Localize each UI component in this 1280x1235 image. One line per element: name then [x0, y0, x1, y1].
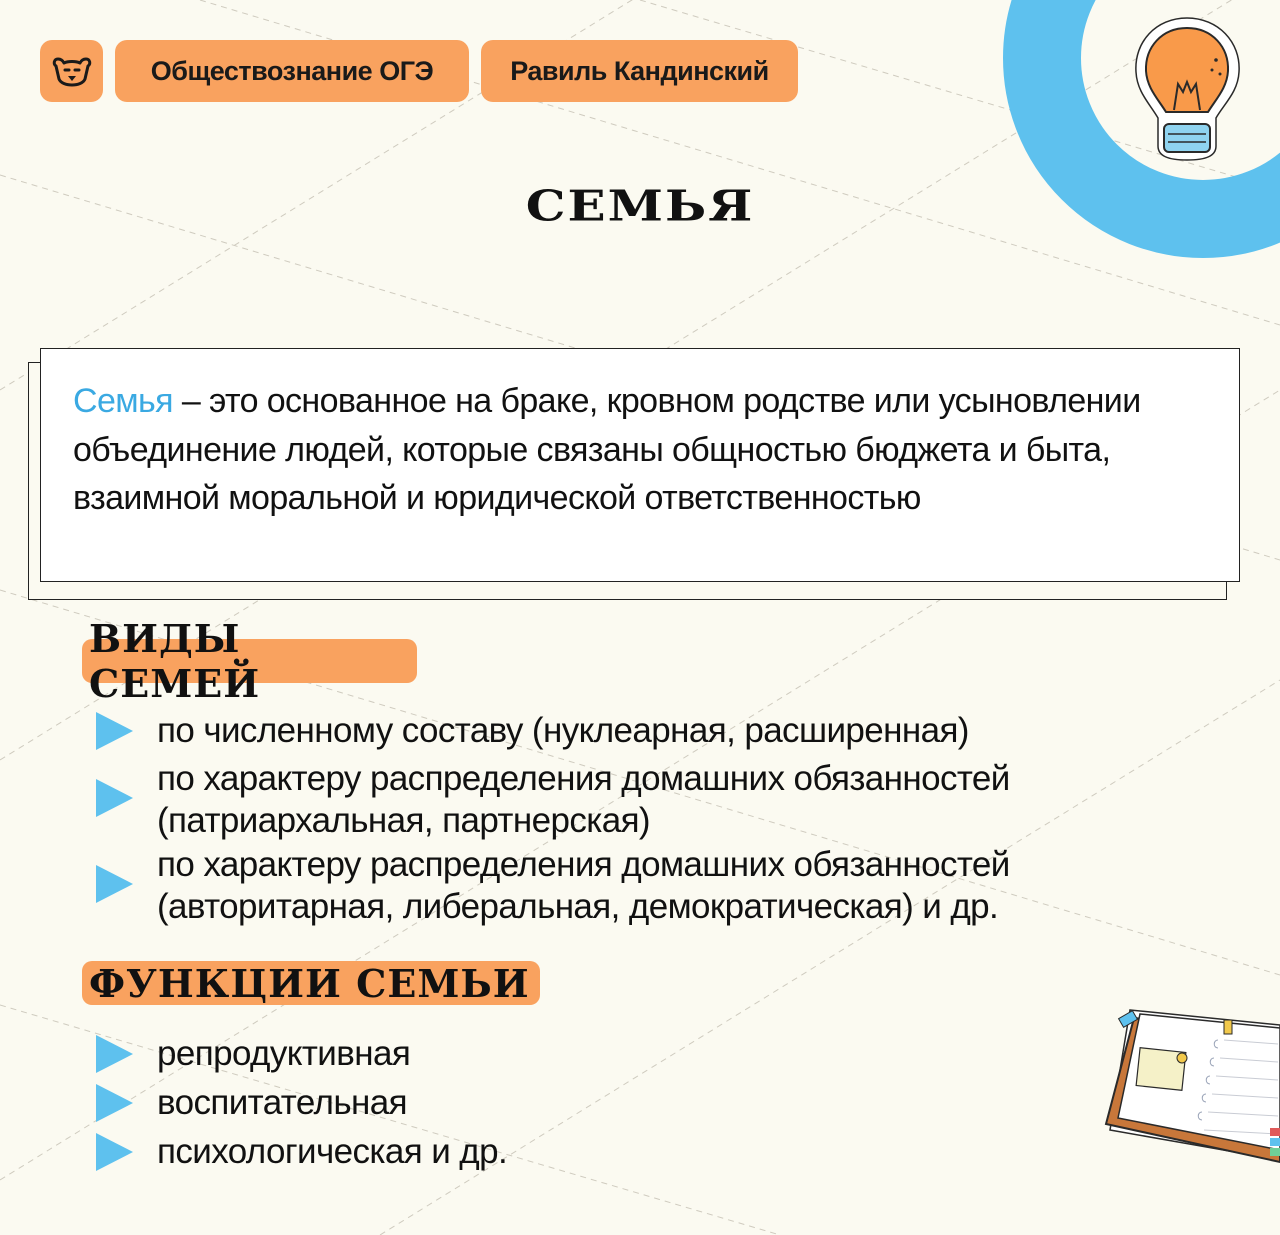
list-item-text-cont: (патриархальная, партнерская) — [157, 801, 650, 840]
bullet-triangle-icon — [96, 779, 133, 817]
bullet-triangle-icon — [96, 1035, 133, 1073]
bullet-triangle-icon — [96, 1084, 133, 1122]
list-item-text: по численному составу (нуклеарная, расширенная) — [157, 711, 969, 750]
bear-logo-icon — [50, 49, 94, 93]
subject-badge[interactable]: Обществознание ОГЭ — [115, 40, 469, 102]
types-heading: ВИДЫ СЕМЕЙ — [82, 639, 417, 683]
list-item-text: по характеру распределения домашних обязанностей — [157, 759, 1010, 798]
notebook-sticker-icon — [1100, 1000, 1280, 1165]
definition-card — [40, 348, 1240, 582]
page-title: СЕМЬЯ — [525, 180, 755, 231]
bullet-triangle-icon — [96, 865, 133, 903]
author-badge[interactable]: Равиль Кандинский — [481, 40, 798, 102]
list-item-text: психологическая и др. — [157, 1132, 508, 1171]
definition-body: – это основанное на браке, кровном родстве или усыновлении объединение людей, которые связаны общностью бюджета и быта, взаимной моральной и юридической ответственностью — [73, 382, 1141, 517]
list-item-text: воспитательная — [157, 1083, 407, 1122]
lightbulb-sticker-icon — [1128, 14, 1246, 162]
logo-badge[interactable] — [40, 40, 103, 102]
bullet-triangle-icon — [96, 1133, 133, 1171]
definition-text — [73, 377, 1209, 523]
functions-heading: ФУНКЦИИ СЕМЬИ — [82, 961, 540, 1005]
list-item-text-cont: (авторитарная, либеральная, демократическая) и др. — [157, 887, 999, 926]
definition-term: Семья — [73, 382, 173, 420]
list-item-text: по характеру распределения домашних обязанностей — [157, 845, 1010, 884]
bullet-triangle-icon — [96, 712, 133, 750]
list-item-text: репродуктивная — [157, 1034, 411, 1073]
